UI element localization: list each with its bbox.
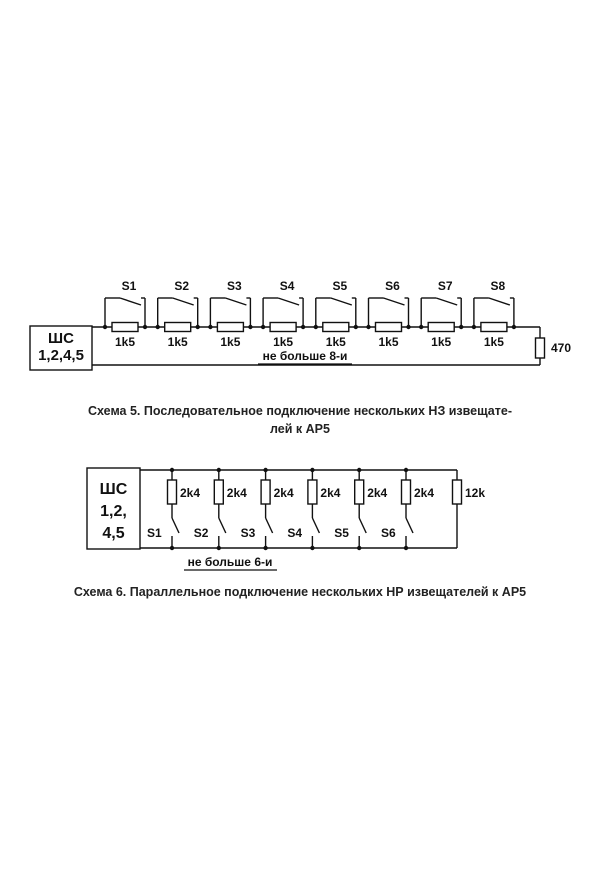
switch-blade bbox=[266, 518, 273, 533]
resistor-label: 1k5 bbox=[378, 335, 399, 349]
switch-blade bbox=[489, 298, 510, 305]
switch-label: S4 bbox=[279, 279, 295, 293]
resistor-label: 2k4 bbox=[320, 486, 341, 500]
switch-blade bbox=[278, 298, 299, 305]
panel-label-line-2: 1,2,4,5 bbox=[38, 347, 84, 364]
switch-blade bbox=[173, 298, 194, 305]
resistor-label: 1k5 bbox=[220, 335, 241, 349]
resistor-1k5 bbox=[376, 323, 402, 332]
scheme-5-caption-line-2: лей к АР5 bbox=[270, 422, 330, 436]
switch-blade bbox=[331, 298, 352, 305]
resistor-2k4 bbox=[308, 480, 317, 504]
scheme-6-parallel-circuit bbox=[87, 468, 485, 570]
end-resistor-470 bbox=[536, 338, 545, 358]
switch-label: S6 bbox=[385, 279, 400, 293]
switch-blade bbox=[120, 298, 141, 305]
resistor-2k4 bbox=[261, 480, 270, 504]
switch-label: S3 bbox=[227, 279, 242, 293]
resistor-label: 1k5 bbox=[431, 335, 452, 349]
resistor-2k4 bbox=[355, 480, 364, 504]
resistor-label: 2k4 bbox=[414, 486, 435, 500]
switch-label: S5 bbox=[334, 526, 349, 540]
resistor-label: 1k5 bbox=[483, 335, 504, 349]
end-resistor-label: 12k bbox=[465, 486, 486, 500]
resistor-label: 2k4 bbox=[367, 486, 388, 500]
resistor-1k5 bbox=[112, 323, 138, 332]
switch-label: S8 bbox=[490, 279, 506, 293]
resistor-1k5 bbox=[428, 323, 454, 332]
scheme-5-caption bbox=[0, 402, 600, 438]
switch-blade bbox=[436, 298, 457, 305]
switch-label: S5 bbox=[332, 279, 348, 293]
switch-label: S2 bbox=[193, 526, 209, 540]
limit-note: не больше 8-и bbox=[262, 349, 348, 363]
switch-blade bbox=[384, 298, 405, 305]
panel-label-line-1: ШС bbox=[99, 481, 128, 498]
switch-label: S1 bbox=[147, 526, 162, 540]
limit-note: не больше 6-и bbox=[187, 555, 273, 569]
switch-blade bbox=[172, 518, 179, 533]
switch-blade bbox=[219, 518, 226, 533]
resistor-1k5 bbox=[165, 323, 191, 332]
resistor-label: 2k4 bbox=[180, 486, 201, 500]
switch-label: S4 bbox=[287, 526, 303, 540]
panel-label-line-1: ШС bbox=[48, 330, 74, 347]
switch-label: S6 bbox=[381, 526, 396, 540]
resistor-label: 1k5 bbox=[325, 335, 346, 349]
resistor-2k4 bbox=[168, 480, 177, 504]
switch-blade bbox=[312, 518, 319, 533]
panel-label-line-3: 4,5 bbox=[102, 525, 125, 542]
switch-label: S2 bbox=[174, 279, 190, 293]
switch-blade bbox=[359, 518, 366, 533]
resistor-1k5 bbox=[481, 323, 507, 332]
resistor-label: 2k4 bbox=[226, 486, 247, 500]
resistor-label: 1k5 bbox=[167, 335, 188, 349]
switch-label: S1 bbox=[121, 279, 137, 293]
scheme-6-caption: Схема 6. Параллельное подключение нескольких НР извещателей к АР5 bbox=[73, 585, 527, 599]
switch-label: S3 bbox=[240, 526, 256, 540]
scheme-5-caption-line-1: Схема 5. Последовательное подключение нескольких НЗ извещате- bbox=[88, 404, 512, 418]
switch-blade bbox=[225, 298, 246, 305]
end-resistor-12k bbox=[453, 480, 462, 504]
switch-label: S7 bbox=[437, 279, 453, 293]
resistor-label: 2k4 bbox=[273, 486, 294, 500]
resistor-2k4 bbox=[214, 480, 223, 504]
resistor-1k5 bbox=[217, 323, 243, 332]
scheme-5-series-circuit bbox=[30, 279, 571, 370]
panel-label-line-2: 1,2, bbox=[100, 503, 127, 520]
switch-blade bbox=[406, 518, 413, 533]
resistor-1k5 bbox=[323, 323, 349, 332]
resistor-2k4 bbox=[402, 480, 411, 504]
resistor-label: 1k5 bbox=[273, 335, 294, 349]
end-resistor-label: 470 bbox=[551, 341, 572, 355]
resistor-label: 1k5 bbox=[114, 335, 136, 349]
resistor-1k5 bbox=[270, 323, 296, 332]
